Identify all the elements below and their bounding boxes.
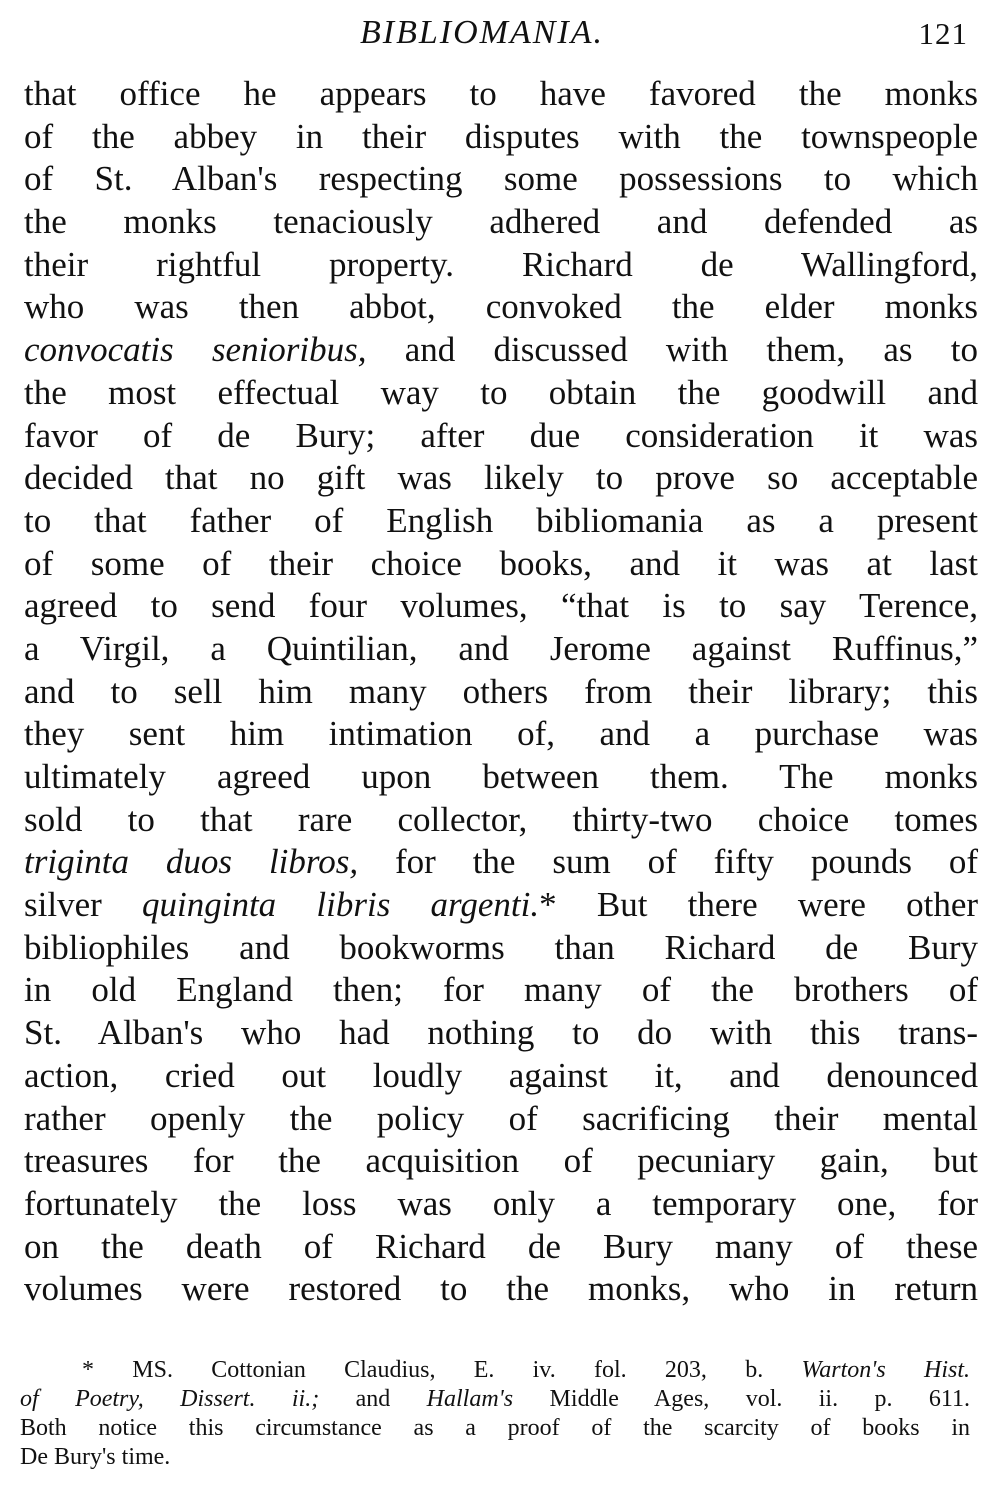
text-line: bibliophiles and bookworms than Richard de Bury — [24, 927, 978, 967]
text-line: the monks tenaciously adhered and defended as — [24, 202, 978, 242]
text-line: silver quinginta libris argenti.* But there were other — [24, 885, 979, 925]
page-number: 121 — [918, 16, 968, 51]
latin-phrase: convocatis senioribus, — [24, 330, 367, 370]
text-line: favor of de Bury; after due consideration it was — [24, 415, 978, 455]
text-line: to that father of English bibliomania as a present — [24, 500, 978, 540]
text-line: that office he appears to have favored the monks — [24, 74, 978, 113]
text-line: of St. Alban's respecting some possessions to which — [24, 159, 978, 199]
latin-phrase: triginta duos libros, — [24, 842, 359, 882]
text-line: the most effectual way to obtain the goodwill and — [24, 372, 978, 412]
footnote-line: * MS. Cottonian Claudius, E. iv. fol. 203, b. Warton's Hist. — [82, 1357, 970, 1383]
text-line: who was then abbot, convoked the elder monks — [24, 287, 978, 327]
footnote-line: Both notice this circumstance as a proof of the scarcity of books in — [20, 1415, 970, 1441]
text-line: of the abbey in their disputes with the townspeople — [24, 116, 978, 156]
text-line: in old England then; for many of the brothers of — [24, 970, 978, 1010]
text-line: agreed to send four volumes, “that is to say Terence, — [24, 586, 978, 626]
text-line: action, cried out loudly against it, and denounced — [24, 1055, 978, 1095]
text-line: St. Alban's who had nothing to do with this trans- — [24, 1013, 978, 1053]
body-text — [24, 73, 978, 1311]
footnote-italic: Warton's Hist. — [801, 1357, 970, 1383]
text-line: of some of their choice books, and it was at last — [24, 543, 978, 583]
text-line: triginta duos libros, for the sum of fifty pounds of — [24, 842, 979, 882]
footnote — [20, 1356, 970, 1472]
text-line: sold to that rare collector, thirty-two choice tomes — [24, 799, 978, 839]
text-line: a Virgil, a Quintilian, and Jerome against Ruffinus,” — [24, 628, 978, 668]
text-line: convocatis senioribus, and discussed with them, as to — [24, 330, 978, 370]
text-line: fortunately the loss was only a temporary one, for — [24, 1183, 978, 1223]
text-line: on the death of Richard de Bury many of these — [24, 1226, 978, 1266]
text-line: rather openly the policy of sacrificing their mental — [24, 1098, 978, 1138]
latin-phrase: quinginta libris argenti. — [142, 885, 540, 925]
text-line: treasures for the acquisition of pecuniary gain, but — [24, 1141, 978, 1181]
footnote-italic: of Poetry, Dissert. ii.; — [20, 1386, 320, 1412]
text-line: their rightful property. Richard de Wallingford, — [24, 244, 978, 284]
text-line: volumes were restored to the monks, who in return — [24, 1269, 978, 1309]
footnote-line: of Poetry, Dissert. ii.; and Hallam's Middle Ages, vol. ii. p. 611. — [20, 1386, 971, 1412]
running-title: BIBLIOMANIA. — [360, 14, 605, 51]
footnote-line: De Bury's time. — [20, 1444, 171, 1470]
text-line: decided that no gift was likely to prove so acceptable — [24, 458, 978, 498]
running-head — [0, 14, 1000, 62]
text-line: they sent him intimation of, and a purchase was — [24, 714, 978, 754]
footnote-italic: Hallam's — [426, 1386, 514, 1412]
text-line: ultimately agreed upon between them. The monks — [24, 757, 978, 796]
text-line: and to sell him many others from their library; this — [24, 671, 978, 711]
